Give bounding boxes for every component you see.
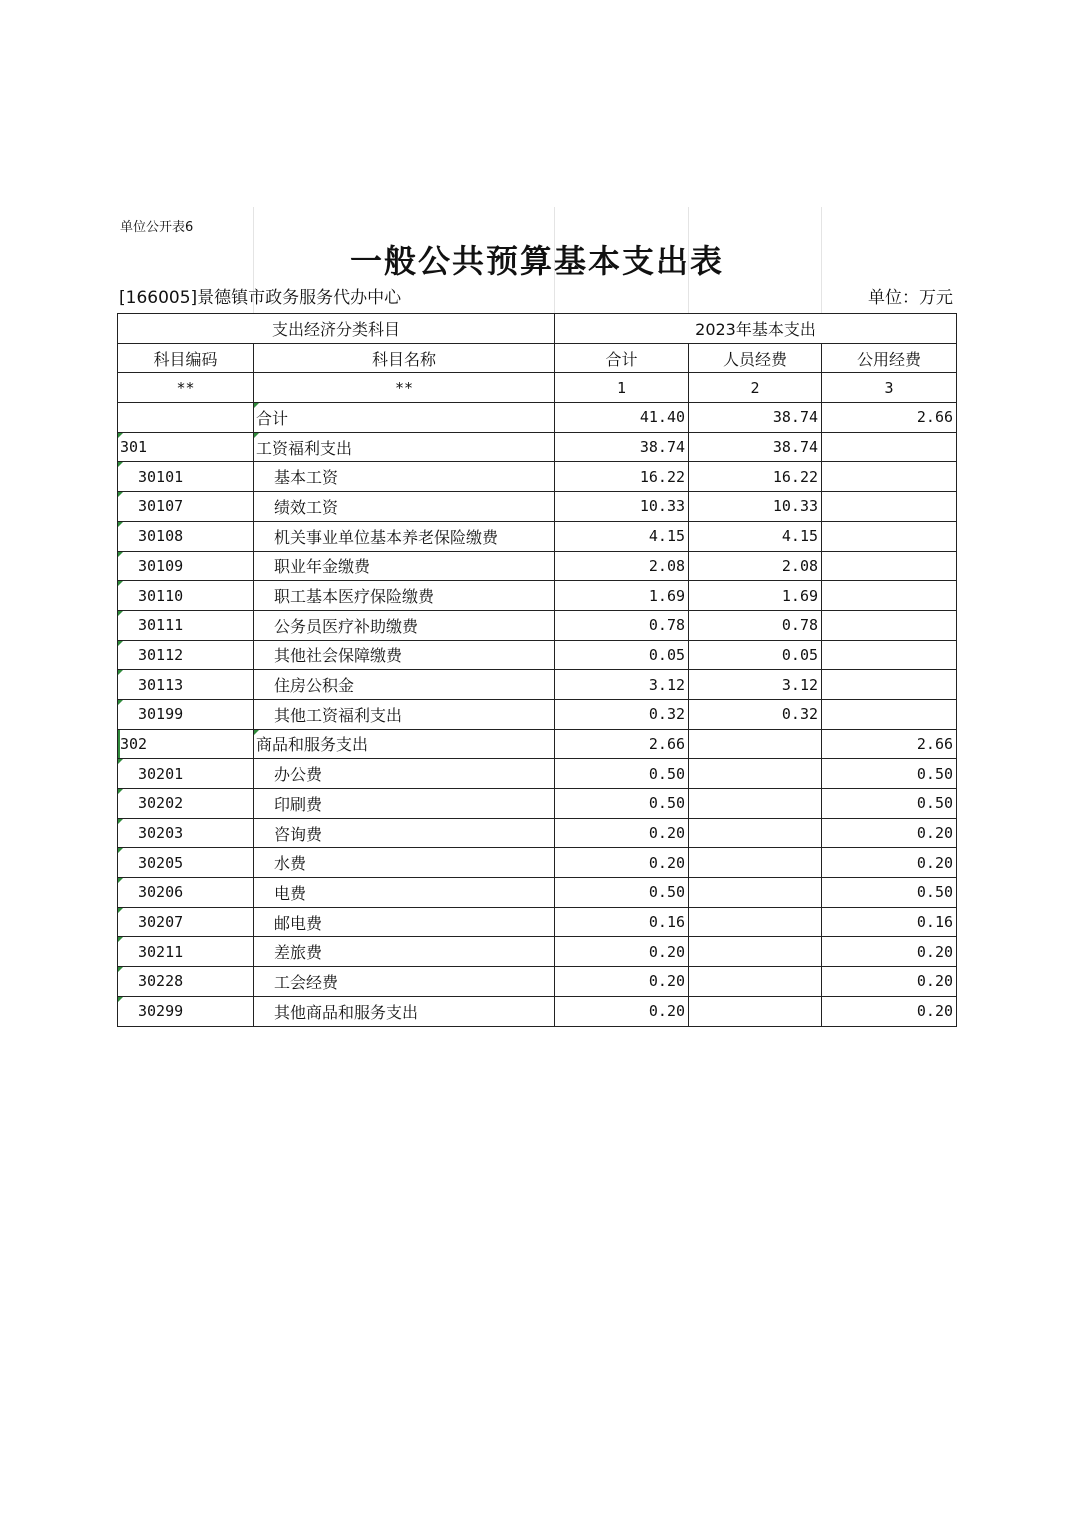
text-format-indicator-icon [118,522,123,527]
row-code: 30228 [118,967,254,997]
row-name: 住房公积金 [254,670,555,700]
index-name: ** [254,373,555,403]
row-name: 水费 [254,848,555,878]
text-format-indicator-icon [118,819,123,824]
row-public [822,670,957,700]
table-row [118,403,957,433]
header-row-group [118,314,957,344]
row-code [118,403,254,433]
row-name: 绩效工资 [254,492,555,522]
text-format-indicator-icon [254,433,259,438]
text-format-indicator-icon [118,848,123,853]
row-name: 公务员医疗补助缴费 [254,610,555,640]
row-personnel: 1.69 [689,581,822,611]
row-name: 合计 [254,403,555,433]
table-row [118,462,957,492]
unit-name: [166005]景德镇市政务服务代办中心 [119,288,402,308]
row-personnel [689,789,822,819]
row-name: 工会经费 [254,967,555,997]
budget-table [117,313,957,1027]
text-format-indicator-icon [118,670,123,675]
row-total: 16.22 [555,462,689,492]
row-total: 0.20 [555,937,689,967]
row-code: 30110 [118,581,254,611]
table-row [118,937,957,967]
row-name: 其他商品和服务支出 [254,996,555,1026]
row-public [822,610,957,640]
table-row [118,610,957,640]
row-public [822,699,957,729]
text-format-indicator-icon [118,908,123,913]
index-code: ** [118,373,254,403]
row-name: 差旅费 [254,937,555,967]
index-public: 3 [822,373,957,403]
table-row [118,967,957,997]
table-row [118,432,957,462]
row-total: 38.74 [555,432,689,462]
table-row [118,521,957,551]
text-format-indicator-icon [118,937,123,942]
page-title: 一般公共预算基本支出表 [349,242,724,280]
row-name: 其他社会保障缴费 [254,640,555,670]
row-code: 30112 [118,640,254,670]
row-personnel [689,937,822,967]
index-personnel: 2 [689,373,822,403]
row-code: 30109 [118,551,254,581]
row-total: 0.20 [555,848,689,878]
header-personnel: 人员经费 [689,343,822,373]
row-personnel: 16.22 [689,462,822,492]
table-row [118,848,957,878]
row-name: 职业年金缴费 [254,551,555,581]
header-public: 公用经费 [822,343,957,373]
row-public: 0.16 [822,907,957,937]
row-public [822,551,957,581]
row-name: 工资福利支出 [254,432,555,462]
row-personnel [689,759,822,789]
row-code: 30113 [118,670,254,700]
row-public [822,581,957,611]
row-code: 30299 [118,996,254,1026]
row-personnel: 0.05 [689,640,822,670]
text-format-indicator-icon [118,552,123,557]
row-total: 0.78 [555,610,689,640]
row-name: 邮电费 [254,907,555,937]
text-format-indicator-icon [118,611,123,616]
row-name: 机关事业单位基本养老保险缴费 [254,521,555,551]
row-name: 商品和服务支出 [254,729,555,759]
table-row [118,670,957,700]
row-code: 30199 [118,699,254,729]
row-total: 1.69 [555,581,689,611]
table-row [118,907,957,937]
row-personnel [689,878,822,908]
table-row [118,818,957,848]
row-personnel: 38.74 [689,403,822,433]
text-format-indicator-icon [118,730,120,759]
header-group-economic-classification: 支出经济分类科目 [118,314,555,344]
text-format-indicator-icon [118,997,123,1002]
row-total: 41.40 [555,403,689,433]
table-row [118,729,957,759]
row-total: 10.33 [555,492,689,522]
table-row [118,759,957,789]
row-name: 电费 [254,878,555,908]
row-total: 0.16 [555,907,689,937]
row-public: 0.20 [822,937,957,967]
row-personnel: 0.32 [689,699,822,729]
row-name: 其他工资福利支出 [254,699,555,729]
row-total: 0.20 [555,818,689,848]
row-total: 0.50 [555,759,689,789]
row-total: 0.32 [555,699,689,729]
table-row [118,878,957,908]
row-total: 0.20 [555,996,689,1026]
table-row [118,581,957,611]
table-row [118,996,957,1026]
text-format-indicator-icon [118,700,123,705]
row-total: 0.05 [555,640,689,670]
row-personnel: 38.74 [689,432,822,462]
row-code: 30202 [118,789,254,819]
row-personnel [689,848,822,878]
row-code: 30205 [118,848,254,878]
row-public: 0.50 [822,759,957,789]
row-code: 30207 [118,907,254,937]
row-public: 0.20 [822,818,957,848]
text-format-indicator-icon [118,641,123,646]
row-code: 30108 [118,521,254,551]
row-personnel: 3.12 [689,670,822,700]
table-row [118,699,957,729]
header-total: 合计 [555,343,689,373]
form-number: 单位公开表6 [120,220,194,235]
row-code: 30101 [118,462,254,492]
row-public: 0.20 [822,967,957,997]
row-public: 0.20 [822,996,957,1026]
row-code: 30211 [118,937,254,967]
row-public: 2.66 [822,403,957,433]
text-format-indicator-icon [118,581,123,586]
row-public [822,640,957,670]
text-format-indicator-icon [118,878,123,883]
table-row [118,551,957,581]
header-group-basic-expenditure: 2023年基本支出 [555,314,957,344]
table-row [118,640,957,670]
row-code: 301 [118,432,254,462]
row-public [822,492,957,522]
text-format-indicator-icon [118,492,123,497]
header-row-columns [118,343,957,373]
header-row-index [118,373,957,403]
index-total: 1 [555,373,689,403]
row-personnel: 10.33 [689,492,822,522]
header-name: 科目名称 [254,343,555,373]
row-personnel [689,907,822,937]
text-format-indicator-icon [118,759,123,764]
text-format-indicator-icon [118,462,123,467]
row-public: 0.50 [822,878,957,908]
row-code: 30203 [118,818,254,848]
row-public: 0.50 [822,789,957,819]
text-format-indicator-icon [118,967,123,972]
text-format-indicator-icon [118,433,123,438]
row-public [822,432,957,462]
row-name: 咨询费 [254,818,555,848]
table-row [118,789,957,819]
text-format-indicator-icon [254,403,259,408]
row-total: 0.50 [555,878,689,908]
row-personnel [689,729,822,759]
table-row [118,492,957,522]
row-total: 3.12 [555,670,689,700]
row-code: 30107 [118,492,254,522]
row-personnel [689,967,822,997]
row-code: 302 [118,729,254,759]
row-personnel: 2.08 [689,551,822,581]
row-name: 基本工资 [254,462,555,492]
row-public: 0.20 [822,848,957,878]
row-personnel: 4.15 [689,521,822,551]
row-total: 0.50 [555,789,689,819]
row-personnel: 0.78 [689,610,822,640]
row-total: 4.15 [555,521,689,551]
row-total: 2.08 [555,551,689,581]
row-name: 职工基本医疗保险缴费 [254,581,555,611]
row-code: 30201 [118,759,254,789]
row-total: 2.66 [555,729,689,759]
row-public: 2.66 [822,729,957,759]
row-name: 办公费 [254,759,555,789]
row-public [822,521,957,551]
text-format-indicator-icon [118,789,123,794]
header-code: 科目编码 [118,343,254,373]
row-code: 30111 [118,610,254,640]
row-public [822,462,957,492]
row-name: 印刷费 [254,789,555,819]
row-personnel [689,818,822,848]
unit-label: 单位：万元 [868,288,953,308]
text-format-indicator-icon [254,730,259,735]
row-total: 0.20 [555,967,689,997]
row-code: 30206 [118,878,254,908]
row-personnel [689,996,822,1026]
